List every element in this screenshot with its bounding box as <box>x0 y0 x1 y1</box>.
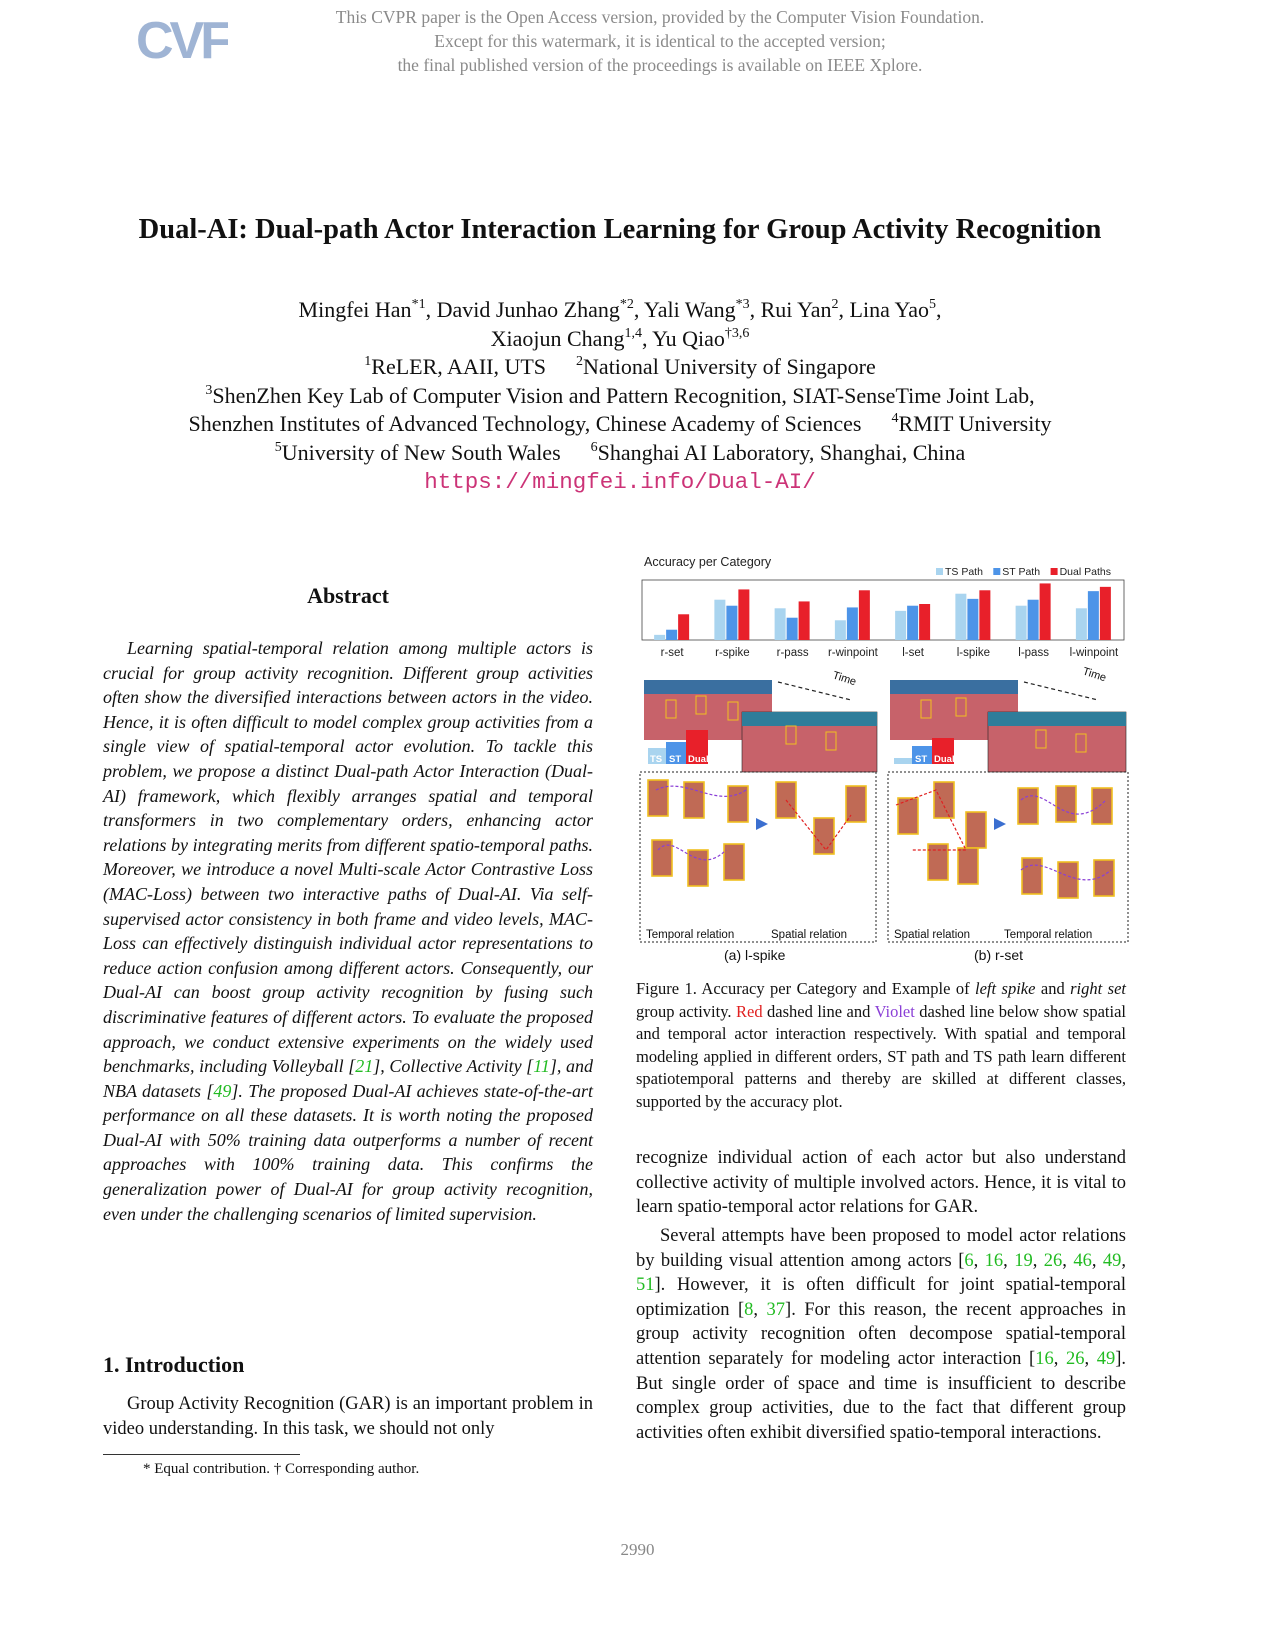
bar-l-winpoint-st-path <box>1088 591 1099 640</box>
page-number: 2990 <box>620 1540 655 1559</box>
body-text: Several attempts have been proposed to model actor relations by building visual attention among actors [ <box>636 1226 1126 1271</box>
actor-crop <box>958 848 978 884</box>
author-sup: 5 <box>928 297 936 312</box>
mini-bar-label: ST <box>669 754 682 765</box>
panel-a-relation-box <box>640 772 876 942</box>
author-line-2 <box>40 325 1200 354</box>
intro-body: Group Activity Recognition (GAR) is an important problem in video understanding. In this task, we should not only <box>103 1394 593 1439</box>
caption-violet-word: Violet <box>874 1001 915 1021</box>
bar-r-pass-ts-path <box>775 608 786 640</box>
affiliation: ShenZhen Key Lab of Computer Vision and Pattern Recognition, SIAT-SenseTime Joint Lab, <box>212 382 1035 408</box>
x-tick-label: l-set <box>902 647 924 659</box>
time-label: Time <box>1081 665 1108 685</box>
abstract-text: ], and NBA datasets [ <box>103 1056 593 1101</box>
panel-a-label: (a) l-spike <box>724 947 786 963</box>
mini-bar-label: TS <box>650 754 663 765</box>
author-block <box>40 296 1200 497</box>
body-text: ]. For this reason, the recent approaches in group activity recognition often decompose spatial-temporal attention separately for modeling actor interaction [ <box>636 1299 1126 1369</box>
mini-bar-ts <box>894 758 912 764</box>
affiliation: University of New South Wales <box>281 439 561 465</box>
video-frame-top <box>644 680 772 694</box>
caption-red-word: Red <box>735 1001 763 1021</box>
bar-l-pass-st-path <box>1028 600 1039 640</box>
time-arrow <box>778 682 851 700</box>
relation-label: Spatial relation <box>771 929 848 941</box>
x-tick-label: r-set <box>660 647 684 659</box>
bar-l-spike-ts-path <box>955 594 966 640</box>
actor-crop <box>724 844 744 880</box>
actor-crop <box>1018 788 1038 824</box>
author: , Yu Qiao <box>641 325 725 351</box>
bar-l-spike-dual-paths <box>979 590 990 640</box>
author: Mingfei Han <box>298 297 412 322</box>
footnote: * Equal contribution. † Corresponding author. <box>143 1461 420 1477</box>
author: , Yali Wang <box>633 297 736 322</box>
body-text: ]. However, it is often difficult for joint spatial-temporal optimization [ <box>636 1275 1126 1320</box>
author-sup: *2 <box>619 297 634 312</box>
chart-frame <box>642 580 1124 640</box>
affiliation-line <box>40 439 1200 468</box>
caption-emphasis: left spike <box>975 979 1036 998</box>
abstract-body <box>103 636 593 1226</box>
bar-r-spike-st-path <box>726 606 737 640</box>
mini-bar-label: ST <box>915 754 928 765</box>
panel-a-frames <box>644 669 877 772</box>
citation-link[interactable]: 46 <box>1073 1250 1092 1271</box>
citation-link[interactable]: 16 <box>984 1250 1004 1271</box>
x-tick-label: l-winpoint <box>1069 647 1119 659</box>
bar-l-pass-ts-path <box>1016 606 1027 640</box>
x-tick-label: l-pass <box>1018 647 1049 659</box>
x-tick-label: l-spike <box>956 647 990 659</box>
relation-label: Spatial relation <box>894 929 971 941</box>
video-frame-top <box>988 712 1126 726</box>
actor-crop <box>648 780 668 816</box>
aff-sup: 5 <box>274 439 282 455</box>
bar-l-set-dual-paths <box>919 604 930 640</box>
relation-label: Temporal relation <box>646 929 735 941</box>
author-sup: 2 <box>831 297 839 312</box>
actor-crop <box>814 818 834 854</box>
caption-text: and <box>1035 979 1071 998</box>
actor-crop <box>1058 862 1078 898</box>
time-arrow <box>1024 682 1098 700</box>
legend-label: Dual Paths <box>1059 566 1111 578</box>
aff-sup: 6 <box>590 439 598 455</box>
bar-r-pass-st-path <box>787 618 798 640</box>
caption-emphasis: right set <box>1070 979 1126 998</box>
actor-crop <box>846 786 866 822</box>
paper-title: Dual-AI: Dual-path Actor Interaction Learning for Group Activity Recognition <box>138 214 1102 245</box>
bar-l-winpoint-dual-paths <box>1100 587 1111 640</box>
abstract-text: ], Collective Activity [ <box>373 1056 534 1077</box>
legend-label: TS Path <box>945 566 983 578</box>
author-line-1 <box>40 296 1200 325</box>
watermark-line: the final published version of the proceedings is available on IEEE Xplore. <box>397 55 923 75</box>
author: , Rui Yan <box>749 297 832 322</box>
author-sup: *3 <box>735 297 750 312</box>
legend-swatch <box>936 568 943 575</box>
abstract-heading: Abstract <box>307 583 389 608</box>
affiliation-line <box>40 353 1200 382</box>
caption-text: dashed line below show spatial and temporal actor interaction respectively. With spatial and temporal modeling applied in different orders, ST path and TS path learn different spatiotemporal patterns and thereby are skilled at different classes, supported by the accuracy plot. <box>636 1001 1126 1111</box>
actor-crop <box>728 786 748 822</box>
citation-link[interactable]: 49 <box>1096 1348 1116 1369</box>
arrow-icon <box>994 818 1006 830</box>
x-tick-label: r-pass <box>776 647 809 659</box>
mini-bar-label: Dual <box>688 754 709 765</box>
watermark-line: Except for this watermark, it is identical to the accepted version; <box>434 31 886 51</box>
author: , David Junhao Zhang <box>425 297 620 322</box>
cvf-logo-text: CVF <box>136 12 228 70</box>
citation-link[interactable]: 16 <box>1035 1348 1054 1369</box>
affiliation: Shanghai AI Laboratory, Shanghai, China <box>597 439 966 465</box>
author-sup: *1 <box>411 297 426 312</box>
video-frame-top <box>742 712 877 726</box>
footnote-rule <box>103 1454 300 1455</box>
aff-sup: 4 <box>891 411 899 426</box>
author: Xiaojun Chang <box>490 325 625 351</box>
citation-link[interactable]: 26 <box>1065 1348 1085 1369</box>
abstract-text: Learning spatial-temporal relation among multiple actors is crucial for group activity recognition. Different group activities often show the diversified interactions between actors in the video. Hence, it is often difficult to model complex group activities from a single view of spatial-temporal actor evolution. To tackle this problem, we propose a distinct Dual-path Actor Interaction (Dual-AI) framework, which flexibly arranges spatial and temporal transformers in two complementary orders, enhancing actor relations by integrating merits from different spatio-temporal paths. Moreover, we introduce a novel Multi-scale Actor Contrastive Loss (MAC-Loss) between two interactive paths of Dual-AI. Via self-supervised actor consistency in both frame and video levels, MAC-Loss can effectively distinguish individual actor representations to reduce action confusion among different actors. Consequently, our Dual-AI can boost group activity recognition by fusing such discriminative features of different actors. To evaluate the proposed approach, we conduct extensive experiments on the widely used benchmarks, including Volleyball [ <box>103 638 593 1077</box>
aff-sup: 2 <box>576 354 584 369</box>
aff-sup: 3 <box>205 382 213 398</box>
bar-r-spike-ts-path <box>714 600 725 640</box>
bar-l-set-ts-path <box>895 611 906 640</box>
bar-r-spike-dual-paths <box>738 589 749 640</box>
bar-l-pass-dual-paths <box>1040 583 1051 640</box>
cvf-logo <box>136 8 228 70</box>
caption-text: Figure 1. Accuracy per Category and Example of <box>636 979 976 998</box>
affiliation: Shenzhen Institutes of Advanced Technology, Chinese Academy of Sciences <box>188 411 862 436</box>
watermark-text <box>250 5 1070 77</box>
legend-swatch <box>1051 568 1058 575</box>
citation-link[interactable]: 51 <box>636 1275 655 1296</box>
actor-crop <box>1092 788 1112 824</box>
citation-link[interactable]: 6 <box>964 1250 974 1271</box>
legend-label: ST Path <box>1002 566 1041 578</box>
panel-b-label: (b) r-set <box>974 947 1023 963</box>
aff-sup: 1 <box>364 354 372 369</box>
x-tick-label: r-winpoint <box>827 647 878 659</box>
bar-r-winpoint-st-path <box>847 607 858 640</box>
citation-link[interactable]: 19 <box>1014 1250 1033 1271</box>
arrow-icon <box>756 818 768 830</box>
bar-r-pass-dual-paths <box>799 601 810 640</box>
actor-crop <box>966 812 986 848</box>
panel-b-frames <box>890 665 1126 772</box>
affiliation: National University of Singapore <box>583 354 876 379</box>
citation-link[interactable]: 37 <box>766 1299 786 1320</box>
intro-heading: 1. Introduction <box>103 1352 245 1377</box>
citation-link[interactable]: 49 <box>213 1080 232 1101</box>
affiliation: ReLER, AAII, UTS <box>371 354 547 379</box>
time-label: Time <box>831 669 858 689</box>
project-url-link[interactable]: https://mingfei.info/Dual-AI/ <box>424 469 816 495</box>
caption-text: group activity. <box>636 1001 736 1021</box>
bar-l-spike-st-path <box>967 599 978 640</box>
x-tick-label: r-spike <box>715 647 750 659</box>
affiliation-line <box>40 382 1200 411</box>
caption-text: dashed line and <box>762 1001 875 1021</box>
author-sup: 1,4 <box>624 325 642 341</box>
relation-label: Temporal relation <box>1004 929 1093 941</box>
bar-r-winpoint-ts-path <box>835 620 846 640</box>
bar-l-winpoint-ts-path <box>1076 608 1087 640</box>
body-paragraph: recognize individual action of each actor but also understand collective activity of multiple involved actors. Hence, it is vital to learn spatio-temporal actor relations for GAR. <box>636 1148 1126 1218</box>
affiliation: RMIT University <box>898 411 1052 436</box>
chart-ticks <box>661 647 1119 659</box>
actor-crop <box>934 782 954 818</box>
video-frame-top <box>890 680 1018 694</box>
citation-link[interactable]: 26 <box>1043 1250 1063 1271</box>
actor-crops <box>648 780 1114 898</box>
bar-l-set-st-path <box>907 606 918 640</box>
body-text: ]. But single order of space and time is insufficient to describe complex group activities, due to the fact that different group activities often exhibit diversified spatio-temporal interactions. <box>636 1348 1127 1443</box>
author-sup: †3,6 <box>724 325 750 341</box>
affiliation-line <box>40 410 1200 439</box>
bar-r-set-ts-path <box>654 635 665 640</box>
bar-r-winpoint-dual-paths <box>859 590 870 640</box>
bar-r-set-dual-paths <box>678 614 689 640</box>
citation-link[interactable]: 49 <box>1102 1250 1122 1271</box>
chart-legend <box>936 566 1111 578</box>
author-sep: , <box>935 297 942 322</box>
abstract-text: ]. The proposed Dual-AI achieves state-of-the-art performance on all these datasets. It is worth noting the proposed Dual-AI with 50% training data outperforms a number of recent approaches with 100% training data. This confirms the generalization power of Dual-AI for group activity recognition, even under the challenging scenarios of limited supervision. <box>103 1080 593 1224</box>
mini-bar-label: Dual <box>934 754 955 765</box>
chart-title: Accuracy per Category <box>644 555 772 569</box>
citation-link[interactable]: 8 <box>744 1299 754 1320</box>
actor-crop <box>1094 860 1114 896</box>
citation-link[interactable]: 21 <box>355 1056 374 1077</box>
bar-r-set-st-path <box>666 630 677 640</box>
actor-crop <box>1056 786 1076 822</box>
citation-link[interactable]: 11 <box>533 1056 550 1077</box>
actor-crop <box>1022 858 1042 894</box>
body-paragraph: Several attempts have been proposed to model actor relations by building visual attention among actors [6, 16, 19, 26, 46, 49, 51]. However, it is often difficult for joint spatial-temporal optimization [8, 37]. For this reason, the recent approaches in group activity recognition often decompose spatial-temporal attention separately for modeling actor interaction [16, 26, 49]. But single order of space and time is insufficient to describe complex group activities, due to the fact that different group activities often exhibit diversified spatio-temporal interactions. <box>636 1226 1127 1443</box>
watermark-line: This CVPR paper is the Open Access version, provided by the Computer Vision Foundation. <box>335 7 985 27</box>
figure-1 <box>636 550 1136 970</box>
legend-swatch <box>993 568 1000 575</box>
figure-caption <box>636 978 1126 1114</box>
author: , Lina Yao <box>838 297 929 322</box>
